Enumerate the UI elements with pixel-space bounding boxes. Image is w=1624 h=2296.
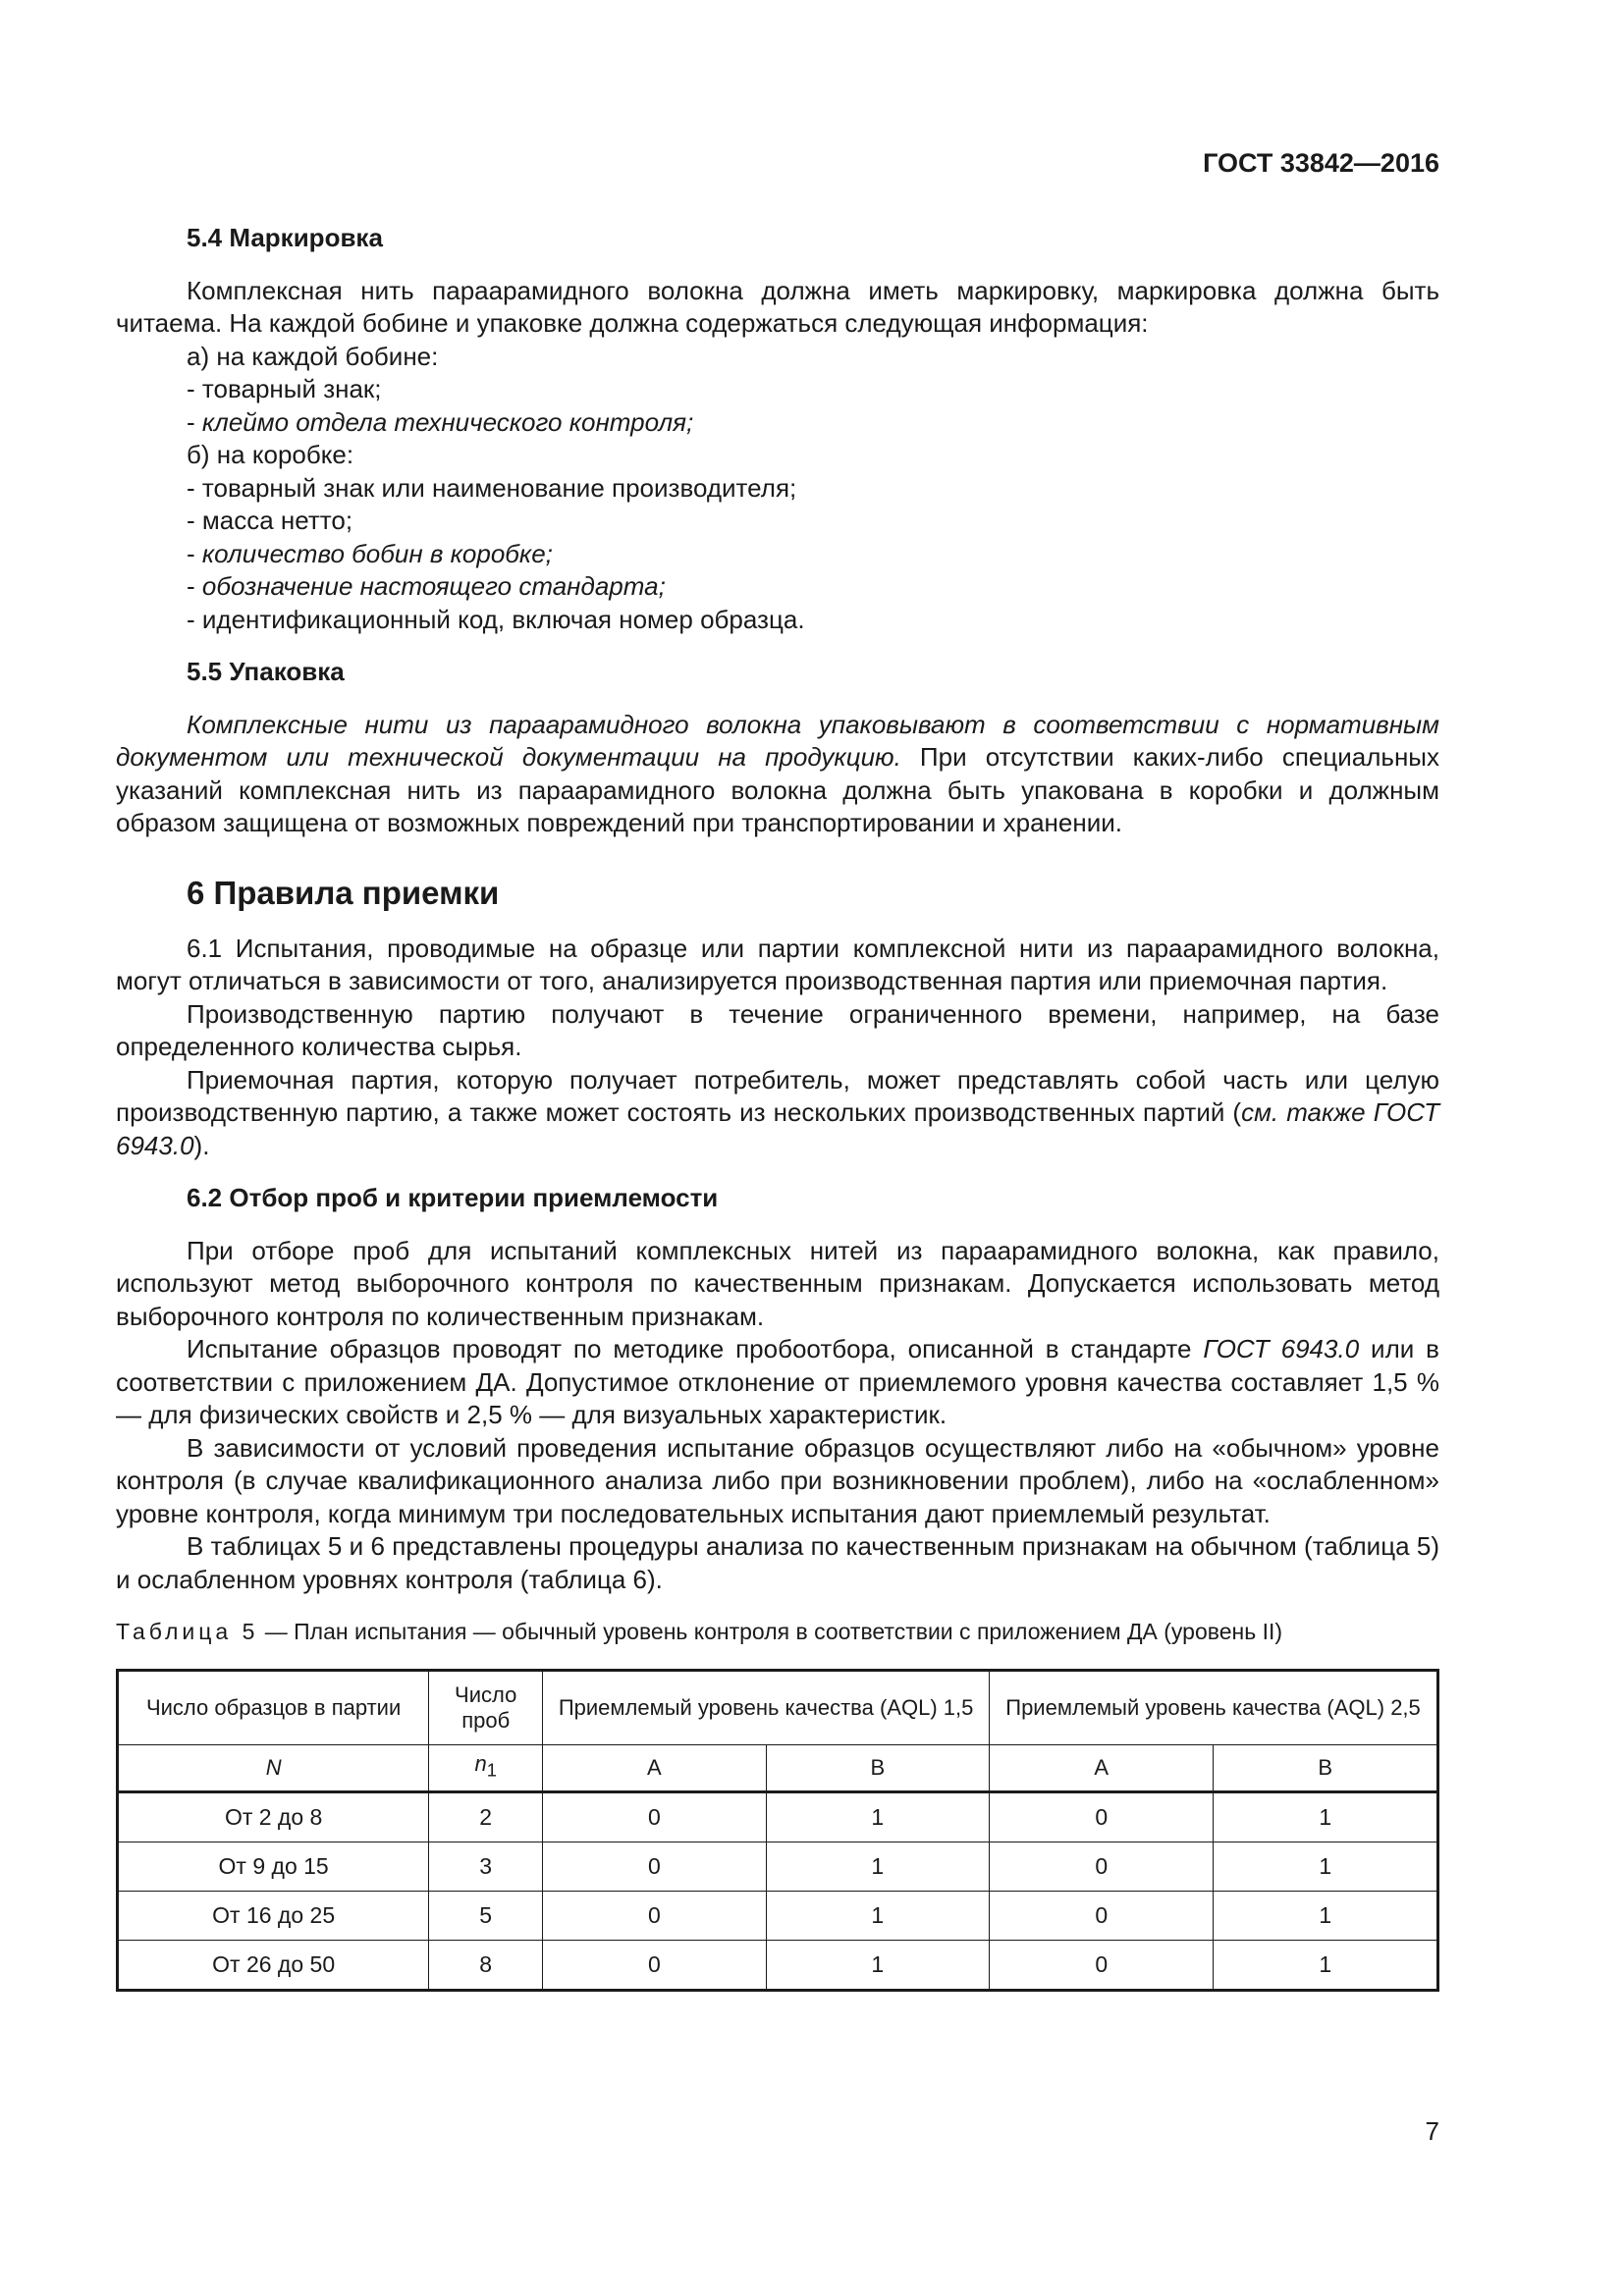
table-header-row	[118, 1670, 1438, 1744]
cell-n: 5	[429, 1891, 543, 1940]
document-page	[116, 0, 1439, 2296]
cell-a2: 0	[990, 1940, 1214, 1990]
document-code-header: ГОСТ 33842—2016	[1203, 148, 1439, 178]
table-5-caption: Таблица 5 — План испытания — обычный уровень контроля в соответствии с приложением ДА (уровень II)	[116, 1619, 1283, 1644]
cell-b1: 1	[766, 1891, 989, 1940]
cell-a2: 0	[990, 1891, 1214, 1940]
section-6-2-title: 6.2 Отбор проб и критерии приемлемости	[187, 1183, 719, 1212]
cell-range: От 26 до 50	[118, 1940, 429, 1990]
cell-b2: 1	[1214, 1842, 1438, 1891]
list-item-b3: - количество бобин в коробке;	[187, 538, 553, 568]
list-item-a1: - товарный знак;	[187, 374, 382, 403]
cell-n: 8	[429, 1940, 543, 1990]
table-row	[118, 1791, 1438, 1842]
header-sample-count: Число проб	[429, 1670, 543, 1744]
table-row	[118, 1891, 1438, 1940]
cell-b2: 1	[1214, 1891, 1438, 1940]
cell-b2: 1	[1214, 1791, 1438, 1842]
cell-b1: 1	[766, 1842, 989, 1891]
symbol-n1: $n_1$	[429, 1744, 543, 1791]
list-heading-a: а) на каждой бобине:	[187, 341, 439, 371]
col-A-aql-2-5: A	[990, 1744, 1214, 1791]
list-item-b5: - идентификационный код, включая номер образца.	[187, 604, 805, 634]
cell-a1: 0	[543, 1842, 766, 1891]
cell-a1: 0	[543, 1891, 766, 1940]
cell-a1: 0	[543, 1791, 766, 1842]
cell-range: От 2 до 8	[118, 1791, 429, 1842]
cell-n: 2	[429, 1791, 543, 1842]
header-aql-2-5: Приемлемый уровень качества (AQL) 2,5	[990, 1670, 1438, 1744]
table-5	[116, 1669, 1439, 1992]
col-B-aql-1-5: B	[766, 1744, 989, 1791]
section-5-5-title: 5.5 Упаковка	[187, 657, 345, 686]
section-6-paragraph-3: Приемочная партия, которую получает потребитель, может представлять собой часть или целую производственную партию, а также может состоять из нескольких производственных партий (см. также ГОСТ 6943.0).	[116, 1064, 1439, 1160]
col-A-aql-1-5: A	[543, 1744, 766, 1791]
symbol-N: N	[118, 1744, 429, 1791]
list-item-a2: - клеймо отдела технического контроля;	[187, 406, 694, 437]
section-6-2-paragraph-1: При отборе проб для испытаний комплексных нитей из параарамидного волокна, как правило, используют метод выборочного контроля по качественным признакам. Допускается использовать метод выборочного контроля по количественным признакам.	[116, 1235, 1439, 1331]
table-row	[118, 1842, 1438, 1891]
col-B-aql-2-5: B	[1214, 1744, 1438, 1791]
cell-b1: 1	[766, 1791, 989, 1842]
table-symbol-row	[118, 1744, 1438, 1791]
page-number: 7	[1425, 2116, 1439, 2146]
cell-a2: 0	[990, 1842, 1214, 1891]
header-samples-in-lot: Число образцов в партии	[118, 1670, 429, 1744]
header-aql-1-5: Приемлемый уровень качества (AQL) 1,5	[543, 1670, 990, 1744]
section-6-title: 6 Правила приемки	[187, 874, 500, 911]
cell-b1: 1	[766, 1940, 989, 1990]
section-5-5-paragraph: Комплексные нити из параарамидного волокна упаковывают в соответствии с нормативным документом или технической документации на продукцию. При отсутствии каких-либо специальных указаний комплексная нить из параарамидного волокна должна быть упакована в коробки и должным образом защищена от возможных повреждений при транспортировании и хранении.	[116, 709, 1439, 837]
section-6-2-paragraph-2: Испытание образцов проводят по методике пробоотбора, описанной в стандарте ГОСТ 6943.0 или в соответствии с приложением ДА. Допустимое отклонение от приемлемого уровня качества составляет 1,5 % — для физических свойств и 2,5 % — для визуальных характеристик.	[116, 1334, 1439, 1429]
section-6-paragraph-2: Производственную партию получают в течение ограниченного времени, например, на базе определенного количества сырья.	[116, 998, 1439, 1061]
list-item-b1: - товарный знак или наименование производителя;	[187, 472, 797, 503]
list-item-b2: - масса нетто;	[187, 506, 353, 535]
cell-range: От 16 до 25	[118, 1891, 429, 1940]
section-6-2-paragraph-4: В таблицах 5 и 6 представлены процедуры анализа по качественным признакам на обычном (таблица 5) и ослабленном уровнях контроля (таблица 6).	[116, 1531, 1439, 1594]
page-content	[116, 222, 1439, 1992]
list-item-b4: - обозначение настоящего стандарта;	[187, 571, 666, 601]
table-row	[118, 1940, 1438, 1990]
section-5-4-paragraph: Комплексная нить параарамидного волокна должна иметь маркировку, маркировка должна быть читаема. На каждой бобине и упаковке должна содержаться следующая информация:	[116, 275, 1439, 338]
cell-b2: 1	[1214, 1940, 1438, 1990]
section-6-1-paragraph: 6.1 Испытания, проводимые на образце или партии комплексной нити из параарамидного волокна, могут отличаться в зависимости от того, анализируется производственная партия или приемочная партия.	[116, 933, 1439, 995]
cell-a1: 0	[543, 1940, 766, 1990]
cell-n: 3	[429, 1842, 543, 1891]
section-5-4-title: 5.4 Маркировка	[187, 223, 383, 252]
list-heading-b: б) на коробке:	[187, 440, 354, 469]
cell-a2: 0	[990, 1791, 1214, 1842]
cell-range: От 9 до 15	[118, 1842, 429, 1891]
section-6-2-paragraph-3: В зависимости от условий проведения испытание образцов осуществляют либо на «обычном» уровне контроля (в случае квалификационного анализа либо при возникновении проблем), либо на «ослабленном» уровне контроля, когда минимум три последовательных испытания дают приемлемый результат.	[116, 1432, 1439, 1528]
